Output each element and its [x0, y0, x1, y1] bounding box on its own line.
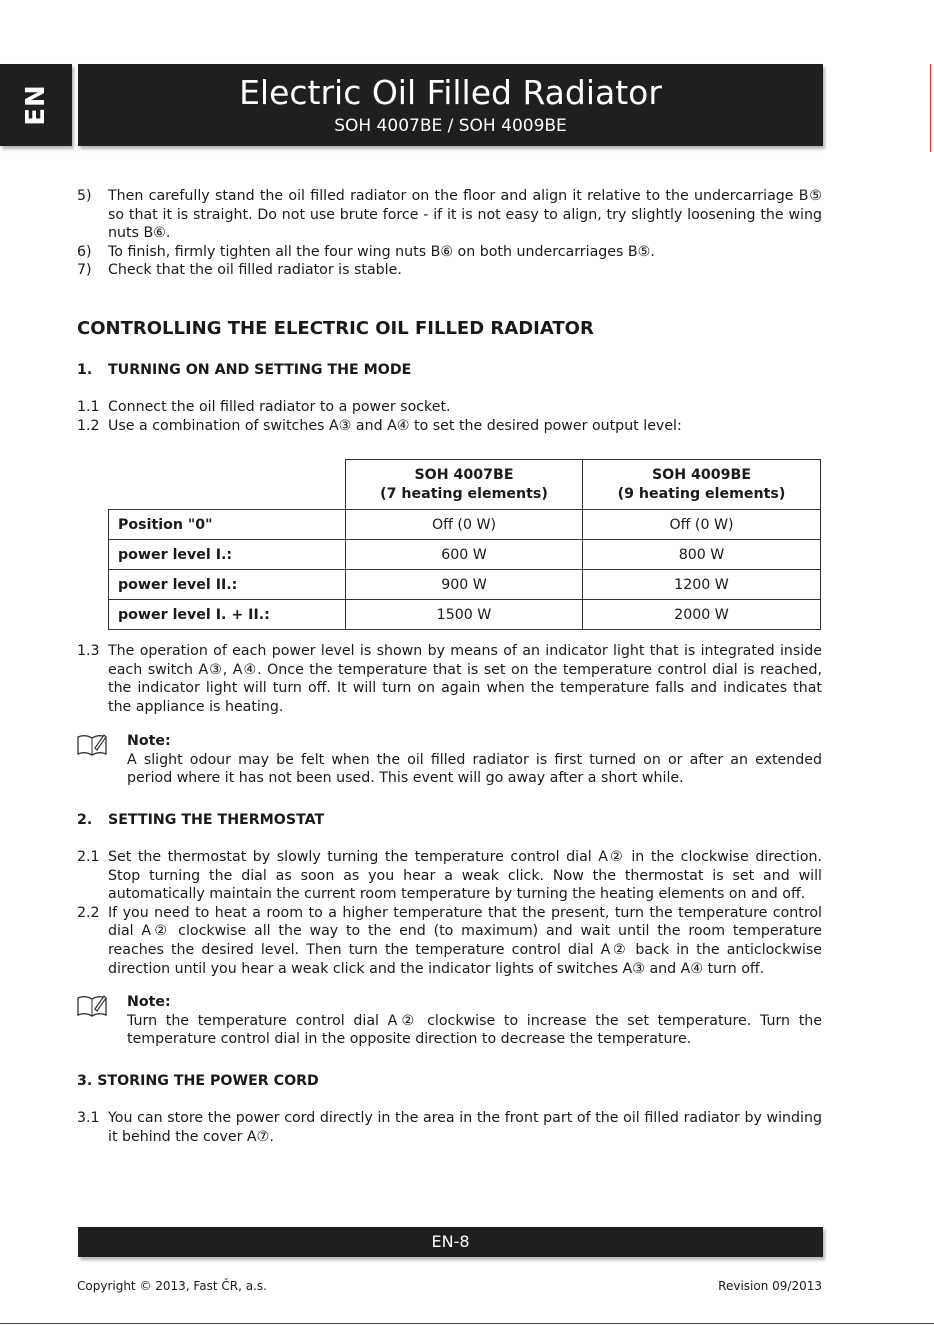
- list-item: 6) To finish, firmly tighten all the four wing nuts B⑥ on both undercarriages B⑤.: [77, 243, 655, 260]
- note-text: A slight odour may be felt when the oil filled radiator is first turned on or after an extended period where it has not been used. This event will go away after a short while.: [127, 751, 822, 787]
- table-header: SOH 4007BE (7 heating elements): [346, 460, 583, 510]
- table-row: power level II.: 900 W 1200 W: [109, 570, 821, 600]
- list-item: 1.1 Connect the oil filled radiator to a power socket.: [77, 399, 451, 415]
- power-level-table: [108, 459, 821, 630]
- section-title: CONTROLLING THE ELECTRIC OIL FILLED RADIATOR: [77, 318, 594, 339]
- list-item: 1.3 The operation of each power level is shown by means of an indicator light that is integrated inside each switch A③, A④. Once the temperature that is set on the temperature control dial is reached, the indicator light will turn off. It will turn on again when the temperature falls and indicates that the appliance is heating.: [77, 643, 822, 715]
- note-icon: [77, 993, 107, 1017]
- page-subtitle: SOH 4007BE / SOH 4009BE: [334, 116, 567, 136]
- page-title: Electric Oil Filled Radiator: [239, 73, 662, 112]
- note-box: [77, 732, 822, 788]
- page-header: [78, 64, 823, 146]
- list-item: 5) Then carefully stand the oil filled radiator on the floor and align it relative to the undercarriage B⑤ so that it is straight. Do not use brute force - if it is not easy to align, try slightly loosening the wing nuts B⑥.: [77, 188, 822, 242]
- list-item: 1.2 Use a combination of switches A③ and A④ to set the desired power output level:: [77, 417, 682, 434]
- language-code: EN: [21, 84, 51, 126]
- table-row: power level I. + II.: 1500 W 2000 W: [109, 600, 821, 630]
- note-icon: [77, 732, 107, 756]
- subsection-heading: 2. SETTING THE THERMOSTAT: [77, 812, 325, 828]
- divider: [0, 1323, 934, 1324]
- table-header: SOH 4009BE (9 heating elements): [583, 460, 821, 510]
- instructions-2: [77, 848, 822, 978]
- edge-mark: [930, 64, 934, 152]
- revision: Revision 09/2013: [718, 1279, 822, 1293]
- note-label: Note:: [127, 994, 171, 1010]
- note-box: [77, 993, 822, 1049]
- instructions-3: [77, 1109, 822, 1146]
- list-item: 7) Check that the oil filled radiator is stable.: [77, 262, 402, 279]
- page-number: EN-8: [431, 1232, 470, 1251]
- copyright: Copyright © 2013, Fast ČR, a.s.: [77, 1279, 267, 1293]
- list-item: 2.2 If you need to heat a room to a higher temperature that the present, turn the temperature control dial A② clockwise all the way to the end (to maximum) and wait until the room temperature reaches the desired level. Then turn the temperature control dial A② back in the anticlockwise direction until you hear a weak click and the indicator lights of switches A③ and A④ turn off.: [77, 904, 822, 977]
- list-item: 3.1 You can store the power cord directly in the area in the front part of the oil filled radiator by winding it behind the cover A⑦.: [77, 1110, 822, 1145]
- instructions-1-3: [77, 642, 822, 716]
- language-tab: [0, 64, 72, 146]
- list-item: 2.1 Set the thermostat by slowly turning the temperature control dial A② in the clockwise direction. Stop turning the dial as soon as you hear a weak click. Now the thermostat is set and will automatically maintain the current room temperature by turning the heating elements on and off.: [77, 849, 822, 903]
- subsection-heading: 3. STORING THE POWER CORD: [77, 1073, 319, 1089]
- assembly-steps: [77, 187, 822, 280]
- note-label: Note:: [127, 733, 171, 749]
- table-row: Position "0" Off (0 W) Off (0 W): [109, 510, 821, 540]
- subsection-heading: 1. TURNING ON AND SETTING THE MODE: [77, 362, 412, 378]
- table-row: power level I.: 600 W 800 W: [109, 540, 821, 570]
- instructions-1: [77, 398, 822, 435]
- page-number-bar: [78, 1227, 823, 1257]
- note-text: Turn the temperature control dial A② clockwise to increase the set temperature. Turn the temperature control dial in the opposite direction to decrease the temperature.: [127, 1012, 822, 1048]
